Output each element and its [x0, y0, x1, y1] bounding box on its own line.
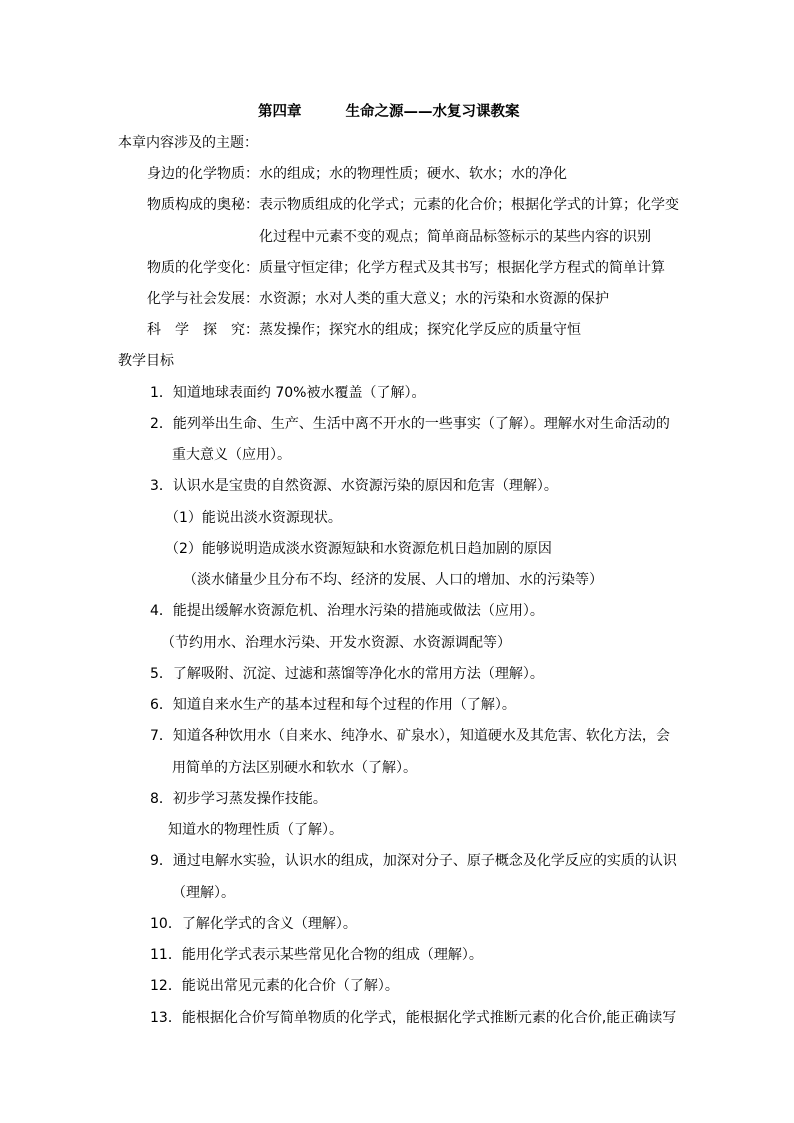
- topic-label: 化学与社会发展：: [147, 291, 259, 307]
- goal-note: （淡水储量少且分布不均、经济的发展、人口的增加、水的污染等）: [183, 572, 603, 588]
- title-chapter: 第四章: [258, 104, 302, 120]
- topic-label: 物质的化学变化：: [147, 260, 259, 276]
- goal-item: [150, 384, 426, 402]
- goal-text-continued: 重大意义（应用）。: [172, 447, 291, 463]
- document-title: [258, 103, 520, 121]
- topic-label: 身边的化学物质：: [147, 166, 259, 182]
- goal-number: 7．: [150, 728, 173, 744]
- goal-number: 2．: [150, 416, 173, 432]
- topic-text: 质量守恒定律；化学方程式及其书写；根据化学方程式的简单计算: [259, 260, 665, 276]
- intro-heading: 本章内容涉及的主题：: [118, 135, 258, 151]
- goal-item: [150, 477, 558, 495]
- goal-item: [150, 415, 670, 433]
- goal-item: [150, 727, 670, 745]
- goal-text: 能列举出生命、生产、生活中离不开水的一些事实（了解）。理解水对生命活动的: [172, 416, 670, 432]
- goal-number: 1．: [150, 385, 173, 401]
- goal-item: [150, 696, 516, 714]
- goal-item: [150, 946, 483, 964]
- topic-text: 水资源；水对人类的重大意义；水的污染和水资源的保护: [259, 291, 609, 307]
- goal-text: 知道各种饮用水（自来水、纯净水、矿泉水），知道硬水及其危害、软化方法，会: [172, 728, 670, 744]
- goal-text-continued: （理解）。: [172, 885, 235, 901]
- goal-subitem: （2）能够说明造成淡水资源短缺和水资源危机日趋加剧的原因: [165, 541, 552, 557]
- goal-text: 能根据化合价写简单物质的化学式，能根据化学式推断元素的化合价,能正确读写: [181, 1010, 677, 1026]
- goal-text: 通过电解水实验，认识水的组成，加深对分子、原子概念及化学反应的实质的认识: [172, 853, 677, 869]
- topic-text: 水的组成；水的物理性质；硬水、软水；水的净化: [259, 166, 567, 182]
- goal-subitem: （1）能说出淡水资源现状。: [165, 510, 342, 526]
- goal-text-continued: 用简单的方法区别硬水和软水（了解）。: [172, 760, 417, 776]
- goal-subitem: 知道水的物理性质（了解）。: [168, 822, 343, 838]
- goal-number: 10．: [150, 916, 182, 932]
- goal-text: 能用化学式表示某些常见化合物的组成（理解）。: [181, 947, 483, 963]
- goal-text: 能说出常见元素的化合价（了解）。: [181, 978, 399, 994]
- goal-number: 13．: [150, 1010, 182, 1026]
- goal-number: 4．: [150, 603, 173, 619]
- goal-number: 8．: [150, 791, 173, 807]
- goal-text: 了解化学式的含义（理解）。: [181, 916, 357, 932]
- goal-text: 能提出缓解水资源危机、治理水污染的措施或做法（应用）。: [172, 603, 544, 619]
- goal-item: [150, 602, 544, 620]
- goal-text: 知道自来水生产的基本过程和每个过程的作用（了解）。: [172, 697, 516, 713]
- goal-text: 初步学习蒸发操作技能。: [172, 791, 327, 807]
- goal-item: [150, 790, 327, 808]
- goal-number: 5．: [150, 666, 173, 682]
- title-main: 生命之源——水复习课教案: [345, 104, 520, 120]
- goal-number: 9．: [150, 853, 173, 869]
- topic-text: 蒸发操作；探究水的组成；探究化学反应的质量守恒: [259, 322, 581, 338]
- goal-number: 11．: [150, 947, 182, 963]
- goal-item: [150, 1009, 676, 1027]
- goal-note: （节约用水、治理水污染、开发水资源、水资源调配等）: [161, 635, 511, 651]
- goals-heading: 教学目标: [118, 353, 174, 369]
- goal-item: [150, 915, 357, 933]
- topic-row: [147, 290, 609, 308]
- goal-item: [150, 665, 544, 683]
- topic-text-continued: 化过程中元素不变的观点；简单商品标签标示的某些内容的识别: [259, 229, 651, 245]
- goal-number: 12．: [150, 978, 182, 994]
- topic-text: 表示物质组成的化学式；元素的化合价；根据化学式的计算；化学变: [259, 197, 679, 213]
- topic-row: [147, 165, 567, 183]
- goal-number: 3．: [150, 478, 173, 494]
- goal-number: 6．: [150, 697, 173, 713]
- goal-text: 认识水是宝贵的自然资源、水资源污染的原因和危害（理解）。: [172, 478, 558, 494]
- goal-text: 了解吸附、沉淀、过滤和蒸馏等净化水的常用方法（理解）。: [172, 666, 544, 682]
- topic-label: 科 学 探 究：: [147, 322, 259, 338]
- topic-row: [147, 196, 679, 214]
- topic-label: 物质构成的奥秘：: [147, 197, 259, 213]
- goal-item: [150, 977, 399, 995]
- topic-row: [147, 259, 665, 277]
- goal-item: [150, 852, 677, 870]
- topic-row: [147, 321, 581, 339]
- goal-text: 知道地球表面约 70%被水覆盖（了解）。: [172, 385, 426, 401]
